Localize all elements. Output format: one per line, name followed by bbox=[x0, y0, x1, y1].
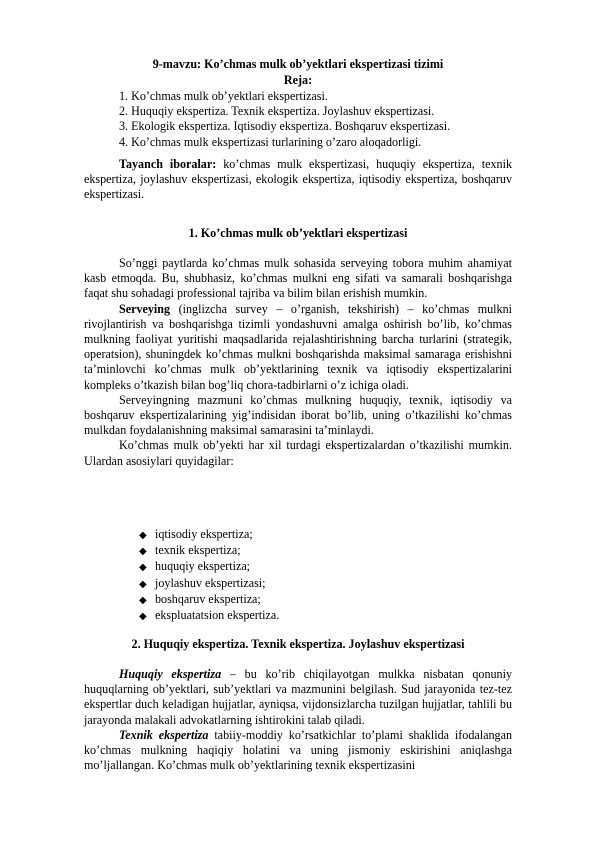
list-item bbox=[139, 608, 279, 624]
paragraph: Ko’chmas mulk ob’yekti har xil turdagi ekspertizalardan o’tkazilishi mumkin. Ulardan asosiylari quyidagilar: bbox=[84, 438, 512, 468]
paragraph bbox=[84, 667, 512, 728]
paragraph: So’nggi paytlarda ko’chmas mulk sohasida serveying tobora muhim ahamiyat kasb etmoqda. Bu, shubhasiz, ko’chmas mulkni eng sifati va samarali boshqarishga faqat shu sohadagi professional tajriba va bilim bilan erishish mumkin. bbox=[84, 256, 512, 301]
list-item bbox=[139, 576, 279, 592]
keywords-text: ko’chmas mulk ekspertizasi, huquqiy ekspertiza, texnik ekspertiza, joylashuv ekspertizasi, ekologik ekspertiza, iqtisodiy ekspertiza, boshqaruv ekspertizasi. bbox=[84, 157, 512, 202]
diamond-bullet-icon: ◆ bbox=[139, 611, 147, 623]
section-1-body bbox=[84, 256, 512, 469]
keywords-paragraph bbox=[84, 157, 512, 203]
paragraph bbox=[84, 302, 512, 393]
plan-item: 1. Ko’chmas mulk ob’yektlari ekspertizasi. bbox=[119, 89, 328, 103]
paragraph-text: (inglizcha survey – o’rganish, tekshirish) – ko’chmas mulkni rivojlantirish va boshqarishga tizimli yondashuvni amalga oshirish bo’lib, ko’chmas mulkning faoliyat yuritishi maqsadlarida rejalashtirishning barcha turlarini (strategik, operatsion), shuningdek ko’chmas mulkni boshqarishda maksimal samaraga erishishni ta’minlovchi ko’chmas mulk ob’yektlarining texnik va iqtisodiy ekspertizalarini kompleks o’tkazish bilan bog’liq chora-tadbirlarni o’z ichiga oladi. bbox=[84, 301, 512, 392]
keywords-label: Tayanch iboralar: bbox=[119, 157, 217, 171]
section-2-heading: 2. Huquqiy ekspertiza. Texnik ekspertiza. Joylashuv ekspertizasi bbox=[131, 637, 465, 651]
paragraph: Serveyingning mazmuni ko’chmas mulkning huquqiy, texnik, iqtisodiy va boshqaruv ekspertizalarining yig’indisidan iborat bo’lib, uning o’tkazilishi ko’chmas mulkdan foydalanishning maksimal samarasini ta’minlaydi. bbox=[84, 392, 512, 438]
paragraph bbox=[84, 728, 512, 774]
paragraph-text: – bu ko’rib chiqilayotgan mulkka nisbatan qonuniy huquqlarning ob’yektlari, sub’yektlari va mazmunini belgilash. Sud jarayonida tez-tez ekspertlar duch keladigan hujjatlar, ayniqsa, vijdonsizlarcha tuzilgan hujjatlar, tahlili bu jarayonda malakali advokatlarning ishtirokini talab qiladi. bbox=[84, 667, 513, 727]
section-2-body bbox=[84, 667, 512, 773]
list-item-text: huquqiy ekspertiza; bbox=[155, 559, 251, 574]
diamond-bullet-icon: ◆ bbox=[139, 530, 147, 541]
list-item-text: iqtisodiy ekspertiza; bbox=[155, 527, 253, 541]
list-item-text: texnik ekspertiza; bbox=[155, 543, 241, 558]
list-item-text: ekspluatatsion ekspertiza. bbox=[155, 608, 280, 623]
list-item-text: boshqaruv ekspertiza; bbox=[155, 591, 261, 606]
list-item-text: joylashuv ekspertizasi; bbox=[155, 575, 266, 590]
paragraph-text: tabiiy-moddiy ko’rsatkichlar to’plami shaklida ifodalangan ko’chmas mulkning haqiqiy holatini va uning jismoniy eskirishini aniqlashga mo’ljallangan. Ko’chmas mulk ob’yektlarining texnik ekspertizasini bbox=[84, 727, 512, 773]
plan-item: 3. Ekologik ekspertiza. Iqtisodiy ekspertiza. Boshqaruv ekspertizasi. bbox=[119, 119, 451, 134]
list-item bbox=[139, 527, 279, 543]
list-item bbox=[139, 592, 279, 608]
term: Serveying bbox=[119, 301, 171, 316]
list-item bbox=[139, 559, 279, 575]
section-1-heading: 1. Ko’chmas mulk ob’yektlari ekspertizasi bbox=[188, 226, 408, 240]
bullet-list bbox=[139, 527, 279, 624]
term: Huquqiy ekspertiza bbox=[119, 667, 222, 681]
diamond-bullet-icon: ◆ bbox=[139, 578, 147, 590]
diamond-bullet-icon: ◆ bbox=[139, 546, 147, 558]
plan-item: 4. Ko’chmas mulk ekspertizasi turlarining o’zaro aloqadorligi. bbox=[119, 134, 422, 149]
plan-heading: Reja: bbox=[283, 73, 313, 87]
diamond-bullet-icon: ◆ bbox=[139, 562, 147, 574]
page-title: 9-mavzu: Ko’chmas mulk ob’yektlari ekspertizasi tizimi bbox=[152, 57, 444, 71]
list-item bbox=[139, 543, 279, 559]
term: Texnik ekspertiza bbox=[119, 727, 209, 742]
plan-item: 2. Huquqiy ekspertiza. Texnik ekspertiza. Joylashuv ekspertizasi. bbox=[119, 104, 435, 119]
plan-list bbox=[119, 89, 450, 150]
diamond-bullet-icon: ◆ bbox=[139, 594, 147, 606]
